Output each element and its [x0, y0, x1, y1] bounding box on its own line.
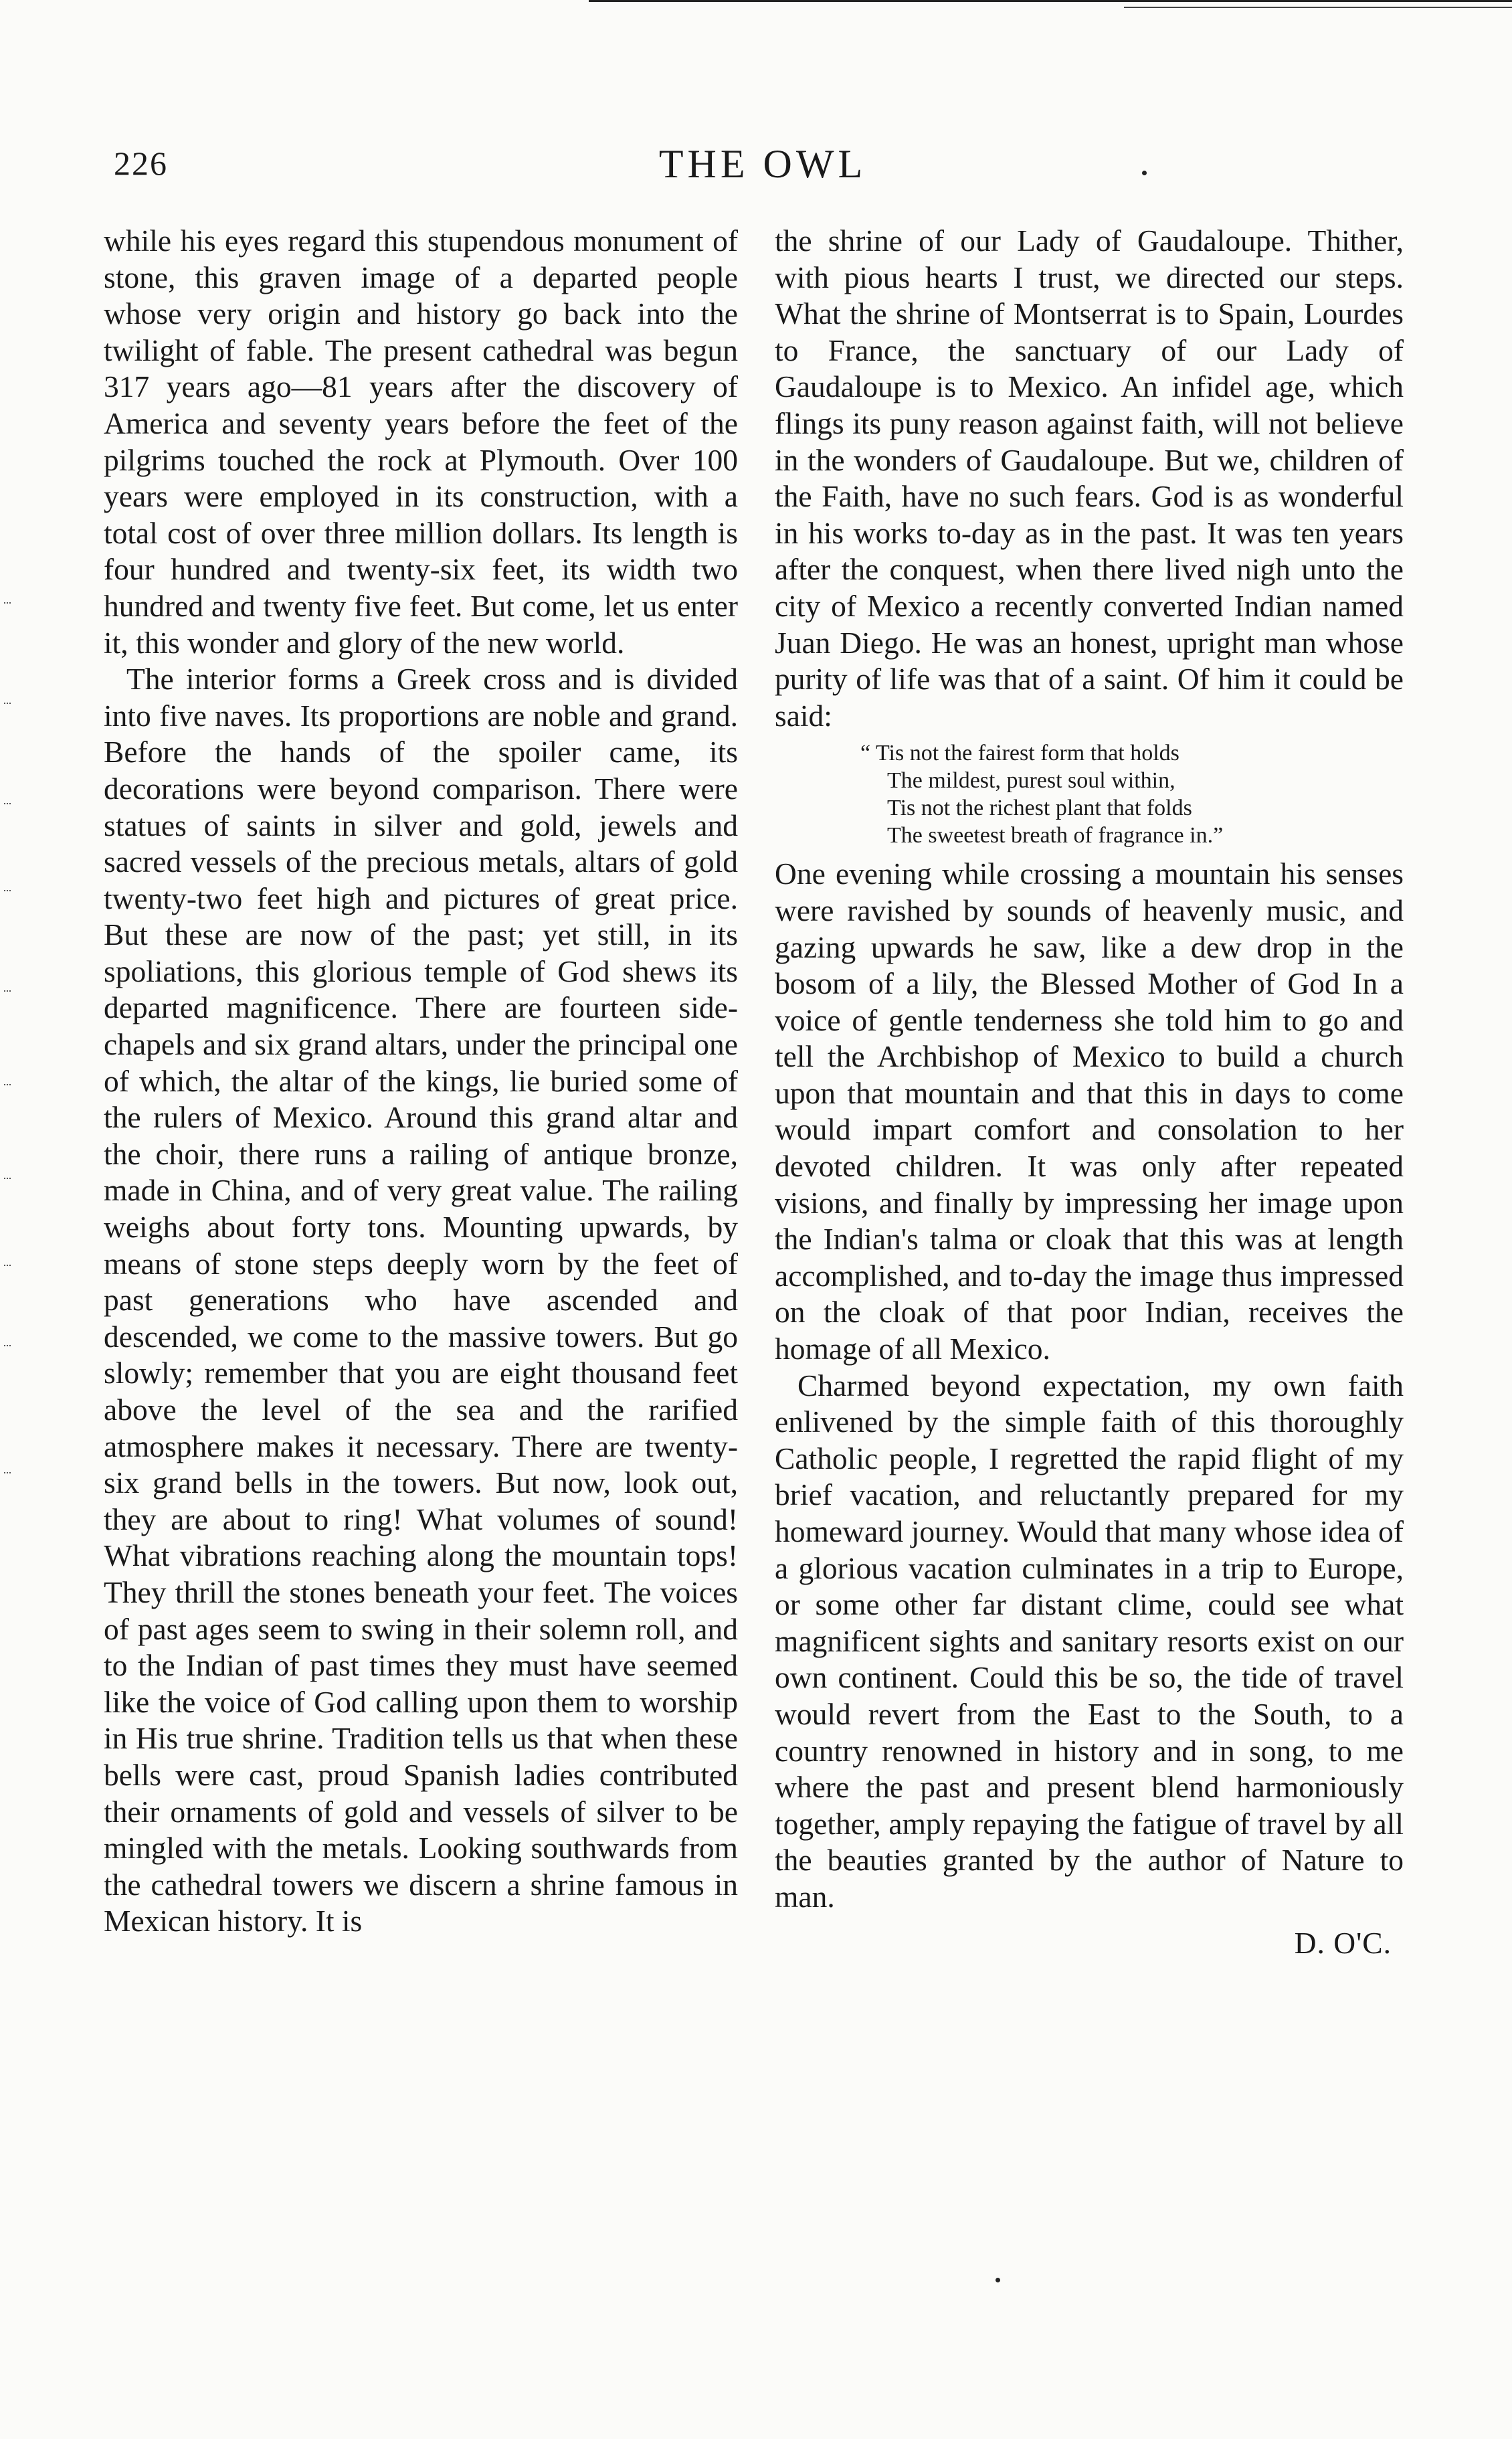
verse-line: Tis not the richest plant that folds — [887, 796, 1192, 821]
stray-ink-dot — [1142, 171, 1147, 175]
left-column — [104, 223, 738, 1940]
scan-edge-line — [589, 0, 1512, 6]
running-title: THE OWL — [658, 142, 867, 186]
right-column — [775, 223, 1404, 1961]
page-header — [114, 144, 1412, 197]
verse-line: The mildest, purest soul within, — [887, 768, 1175, 794]
verse-line: The sweetest breath of fragrance in.” — [887, 823, 1224, 848]
paragraph: Charmed beyond expectation, my own faith enlivened by the simple faith of this thoroughly Catholic people, I regretted the rapid flight of my brief vacation, and reluctantly prepared for my homeward journey. Would that many whose idea of a glorious vacation culminates in a trip to Europe, or some other far distant clime, could see what magnificent sights and sanitary resorts exist on our own continent. Could this be so, the tide of travel would revert from the East to the South, to a country renowned in history and in song, to me where the past and present blend harmoniously together, amply repaying the fatigue of travel by all the beauties granted by the author of Nature to man. — [775, 1368, 1404, 1914]
scan-edge-line-secondary — [1124, 7, 1512, 8]
paragraph: the shrine of our Lady of Gaudaloupe. Thither, with pious hearts I trust, we directed our steps. What the shrine of Montserrat is to Spain, Lourdes to France, the sanctuary of our Lady of Gaudaloupe is to Mexico. An infidel age, which flings its puny reason against faith, will not believe in the wonders of Gaudaloupe. But we, children of the Faith, have no such fears. God is as wonderful in his works to-day as in the past. It was ten years after the conquest, when there lived nigh unto the city of Mexico a recently converted Indian named Juan Diego. He was an honest, upright man whose purity of life was that of a saint. Of him it could be said: — [775, 223, 1404, 733]
binding-margin-marks — [0, 0, 20, 2439]
paragraph: while his eyes regard this stupendous monument of stone, this graven image of a departed people whose very origin and history go back into the twilight of fable. The present cathedral was begun 317 years ago—81 years after the discovery of America and seventy years before the feet of the pilgrims touched the rock at Plymouth. Over 100 years were employed in its construction, with a total cost of over three million dollars. Its length is four hundred and twenty-six feet, its width two hundred and twenty five feet. But come, let us enter it, this wonder and glory of the new world. — [104, 223, 738, 660]
paragraph: The interior forms a Greek cross and is divided into five naves. Its proportions are noble and grand. Before the hands of the spoiler came, its decorations were beyond comparison. There were statues of saints in silver and gold, jewels and sacred vessels of the precious metals, altars of gold twenty-two feet high and pictures of great price. But these are now of the past; yet still, in its spoliations, this glorious temple of God shews its departed magnificence. There are fourteen side-chapels and six grand altars, under the principal one of which, the altar of the kings, lie buried some of the rulers of Mexico. Around this grand altar and the choir, there runs a railing of antique bronze, made in China, and of very great value. The railing weighs about forty tons. Mounting upwards, by means of stone steps deeply worn by the feet of past generations who have ascended and descended, we come to the massive towers. But go slowly; remember that you are eight thousand feet above the level of the sea and the rarified atmosphere makes it necessary. There are twenty-six grand bells in the towers. But now, look out, they are about to ring! What volumes of sound! What vibrations reaching along the mountain tops! They thrill the stones beneath your feet. The voices of past ages seem to swing in their solemn roll, and to the Indian of past times they must have seemed like the voice of God calling upon them to worship in His true shrine. Tradition tells us that when these bells were cast, proud Spanish ladies contributed their ornaments of gold and vessels of silver to be mingled with the metals. Looking southwards from the cathedral towers we discern a shrine famous in Mexican history. It is — [104, 662, 738, 1938]
quoted-verse — [860, 739, 1404, 849]
verse-line: “ Tis not the fairest form that holds — [860, 741, 1179, 766]
stray-ink-dot — [996, 2278, 1000, 2282]
page-number: 226 — [114, 145, 168, 182]
paragraph: One evening while crossing a mountain his senses were ravished by sounds of heavenly music, and gazing upwards he saw, like a dew drop in the bosom of a lily, the Blessed Mother of God In a voice of gentle tenderness she told him to go and tell the Archbishop of Mexico to build a church upon that mountain and that this in days to come would impart comfort and consolation to her devoted children. It was only after repeated visions, and finally by impressing her image upon the Indian's talma or cloak that this was at length accomplished, and to-day the image thus impressed on the cloak of that poor Indian, receives the homage of all Mexico. — [775, 856, 1404, 1366]
author-signature: D. O'C. — [1294, 1925, 1392, 1960]
